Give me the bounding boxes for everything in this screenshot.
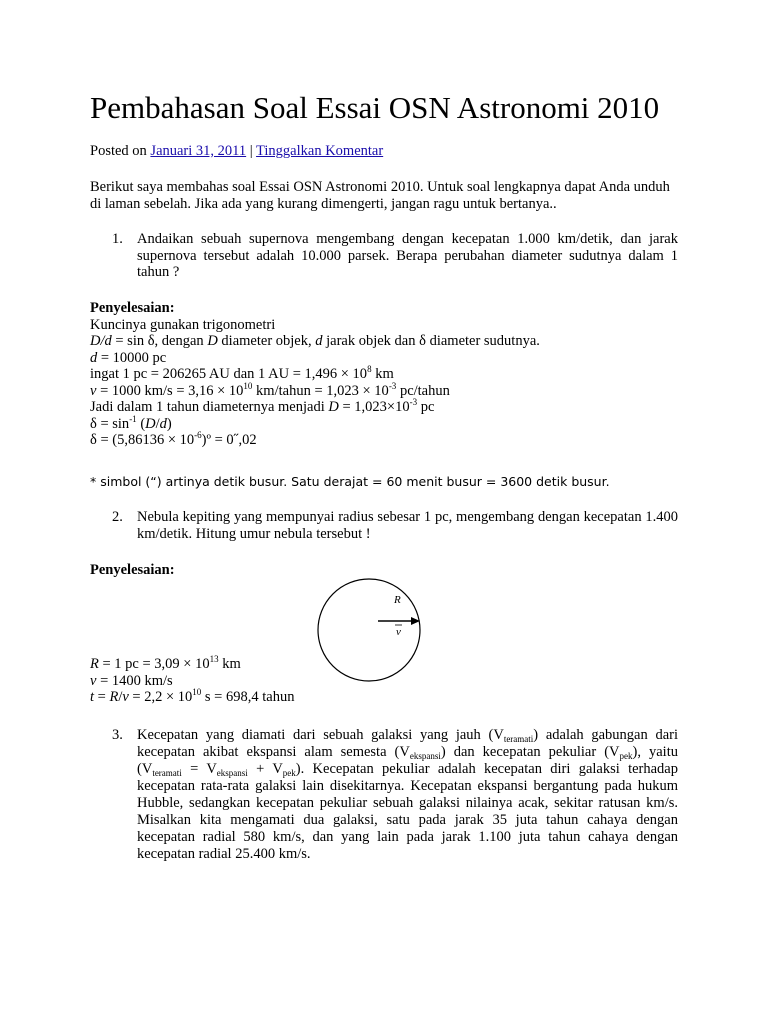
question-1 xyxy=(90,231,678,281)
solution-line: ingat 1 pc = 206265 AU dan 1 AU = $1,496 \times 10^8$ km xyxy=(90,364,394,382)
velocity-label: v xyxy=(396,626,401,638)
meta-separator: | xyxy=(249,143,253,159)
solution-line: v = 1400 km/s xyxy=(90,672,173,689)
posted-on-label: Posted on xyxy=(90,143,147,159)
intro-paragraph: Berikut saya membahas soal Essai OSN Astronomi 2010. Untuk soal lengkapnya dapat Anda unduh di laman sebelah. Jika ada yang kurang dimengerti, jangan ragu untuk bertanya.. xyxy=(90,179,670,212)
solution-line: v = 1000 $km/s = 3,16 \times 10^{10}$ km/tahun = $1,023 \times 10^{-3}$ pc/tahun xyxy=(90,380,450,399)
solution-line: Jadi dalam 1 tahun diameternya menjadi $D = 1,023\times 10^{-3}$ pc xyxy=(90,397,435,415)
solution-line: Kuncinya gunakan trigonometri xyxy=(90,316,276,333)
question-2 xyxy=(90,509,678,542)
question-number: 2. xyxy=(112,509,123,525)
question-number: 1. xyxy=(112,231,123,247)
question-number: 3. xyxy=(112,727,123,743)
solution-line: D/d = sin δ, dengan D diameter objek, d jarak objek dan δ diameter sudutnya. xyxy=(90,333,540,349)
radius-label: R xyxy=(394,594,401,606)
post-date-link[interactable]: Januari 31, 2011 xyxy=(150,143,247,159)
solution-line: $t = R/v = 2,2 \times 10^{10}$ s = 698,4 tahun xyxy=(90,687,295,705)
solution-line: $\delta = (5,86136 \times 10^{-6})º$ = 0˝,02 xyxy=(90,430,257,448)
solution-1 xyxy=(90,300,680,449)
question-text: Kecepatan yang diamati dari sebuah galaksi yang jauh $(V_{teramati})$ adalah gabungan dari kecepatan akibat ekspansi alam semesta $(V_{ekspansi})$ dan kecepatan pekuliar $(V_{pek})$, yaitu $(V_{teramati} = V_{ekspansi} + V_{pek})$. Kecepatan pekuliar adalah kecepatan diri galaksi terhadap kecepatan rata-rata galaksi lain disekitarnya. Kecepatan ekspansi bergantung pada hukum Hubble, sedangkan kecepatan pekuliar sebuah galaksi nilainya acak, sekitar ratusan km/s. Misalkan kita mengamati dua galaksi, satu pada jarak 35 juta tahun cahaya dengan kecepatan radial 580 km/s, dan yang lain pada jarak 1.100 juta tahun cahaya dengan kecepatan radial 25.400 km/s. xyxy=(137,727,678,862)
post-meta xyxy=(90,143,383,160)
solution-heading: Penyelesaian: xyxy=(90,562,175,578)
symbol-note: * simbol (“) artinya detik busur. Satu derajat = 60 menit busur = 3600 detik busur. xyxy=(90,474,610,489)
leave-comment-link[interactable]: Tinggalkan Komentar xyxy=(256,143,384,159)
solution-2 xyxy=(90,656,680,706)
question-text: Nebula kepiting yang mempunyai radius sebesar 1 pc, mengembang dengan kecepatan 1.400 km/detik. Hitung umur nebula tersebut ! xyxy=(137,509,678,542)
solution-line: d = 10000 pc xyxy=(90,349,167,366)
question-text: Andaikan sebuah supernova mengembang dengan kecepatan 1.000 km/detik, dan jarak supernova tersebut adalah 10.000 parsek. Berapa perubahan diameter sudutnya dalam 1 tahun ? xyxy=(137,231,678,280)
solution-line: R = 1 pc = $3,09 \times 10^{13}$ km xyxy=(90,654,241,672)
post-title: Pembahasan Soal Essai OSN Astronomi 2010 xyxy=(90,90,660,125)
solution-heading: Penyelesaian: xyxy=(90,300,175,316)
question-3 xyxy=(90,727,678,863)
solution-line: $\delta = \sin^{-1} (D/d)$ xyxy=(90,413,172,432)
